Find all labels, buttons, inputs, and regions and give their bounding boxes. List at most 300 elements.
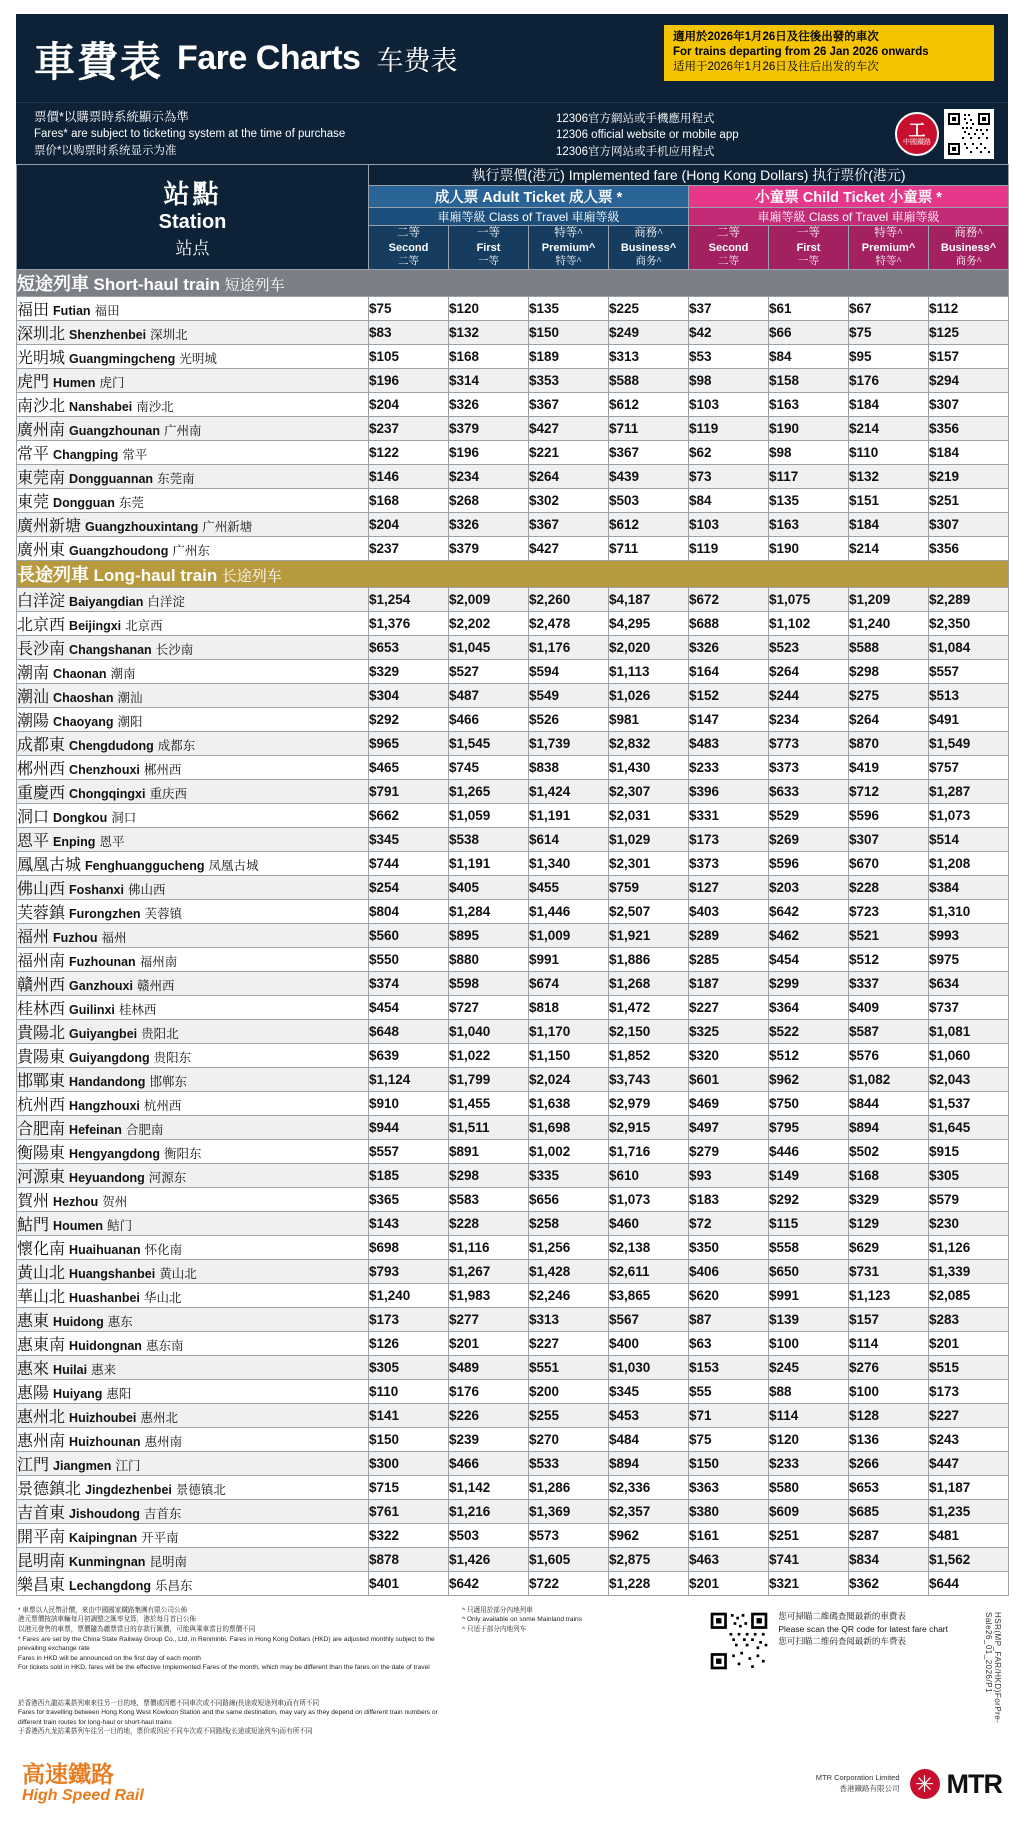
fare-cell: $844	[849, 1091, 929, 1115]
table-row	[17, 1307, 1009, 1331]
station-header-en: Station	[158, 211, 227, 234]
station-name-cell: 廣州南 Guangzhounan 广州南	[17, 416, 369, 440]
table-row	[17, 923, 1009, 947]
fare-cell: $168	[369, 488, 449, 512]
fare-cell: $991	[529, 947, 609, 971]
fare-cell: $1,208	[929, 851, 1009, 875]
page-title-en: Fare Charts	[177, 38, 361, 77]
fare-cell: $63	[689, 1331, 769, 1355]
fares-disclaimer-zh: 票價*以購票時系統顯示為準	[34, 109, 189, 124]
fare-cell: $157	[849, 1307, 929, 1331]
fare-cell: $1,376	[369, 611, 449, 635]
table-row	[17, 1283, 1009, 1307]
fare-cell: $962	[609, 1523, 689, 1547]
fare-cell: $419	[849, 755, 929, 779]
station-name-cell: 常平 Changping 常平	[17, 440, 369, 464]
station-name-cell: 鮕門 Houmen 鲒门	[17, 1211, 369, 1235]
table-row	[17, 947, 1009, 971]
mtr-logo-icon	[910, 1769, 940, 1799]
fare-cell: $588	[849, 635, 929, 659]
fare-cell: $305	[929, 1163, 1009, 1187]
fare-cell: $1,545	[449, 731, 529, 755]
fare-cell: $1,030	[609, 1355, 689, 1379]
fare-cell: $880	[449, 947, 529, 971]
table-row	[17, 368, 1009, 392]
fare-cell: $583	[449, 1187, 529, 1211]
fare-cell: $529	[769, 803, 849, 827]
fare-cell: $1,739	[529, 731, 609, 755]
table-row	[17, 755, 1009, 779]
station-name-cell: 衡陽東 Hengyangdong 衡阳东	[17, 1139, 369, 1163]
fare-cell: $363	[689, 1475, 769, 1499]
fare-cell: $1,852	[609, 1043, 689, 1067]
fare-cell: $722	[529, 1571, 609, 1595]
fare-cell: $483	[689, 731, 769, 755]
fare-cell: $75	[849, 320, 929, 344]
fare-cell: $150	[529, 320, 609, 344]
fare-cell: $2,246	[529, 1283, 609, 1307]
station-name-cell: 景德鎮北 Jingdezhenbei 景德镇北	[17, 1475, 369, 1499]
fare-cell: $975	[929, 947, 1009, 971]
station-name-cell: 恩平 Enping 恩平	[17, 827, 369, 851]
fare-cell: $773	[769, 731, 849, 755]
fare-cell: $1,228	[609, 1571, 689, 1595]
fare-cell: $150	[369, 1427, 449, 1451]
fare-cell: $793	[369, 1259, 449, 1283]
fare-cell: $1,142	[449, 1475, 529, 1499]
fare-cell: $580	[769, 1475, 849, 1499]
fare-cell: $484	[609, 1427, 689, 1451]
fare-cell: $1,216	[449, 1499, 529, 1523]
qr-text-zh: 您可掃瞄二維碼查閱最新的車費表	[778, 1610, 906, 1621]
fare-cell: $1,340	[529, 851, 609, 875]
fare-cell: $189	[529, 344, 609, 368]
fare-cell: $1,537	[929, 1091, 1009, 1115]
fare-cell: $1,150	[529, 1043, 609, 1067]
section-title-sc: 长途列车	[221, 568, 282, 585]
fare-cell: $300	[369, 1451, 449, 1475]
table-row	[17, 1571, 1009, 1595]
qr-code-farechart-icon[interactable]	[708, 1610, 770, 1672]
fare-cell: $2,832	[609, 731, 689, 755]
fare-cell: $573	[529, 1523, 609, 1547]
table-row	[17, 464, 1009, 488]
section-title-en: Long-haul train	[93, 565, 218, 585]
fare-cell: $100	[849, 1379, 929, 1403]
station-name-cell: 廣州東 Guangzhoudong 广州东	[17, 536, 369, 560]
station-name-cell: 佛山西 Foshanxi 佛山西	[17, 875, 369, 899]
fare-cell: $1,284	[449, 899, 529, 923]
fare-cell: $228	[849, 875, 929, 899]
hsr-logo-zh: 高速鐵路	[22, 1761, 114, 1787]
table-row	[17, 851, 1009, 875]
fare-cell: $2,024	[529, 1067, 609, 1091]
fare-cell: $126	[369, 1331, 449, 1355]
fare-cell: $644	[929, 1571, 1009, 1595]
fare-cell: $594	[529, 659, 609, 683]
fare-cell: $87	[689, 1307, 769, 1331]
fare-cell: $374	[369, 971, 449, 995]
adult-class-first: 一等 First 一等	[449, 226, 529, 270]
fare-cell: $750	[769, 1091, 849, 1115]
fare-cell: $757	[929, 755, 1009, 779]
notice-line-sc: 适用于2026年1月26日及往后出发的车次	[673, 61, 879, 74]
high-speed-rail-logo	[22, 1763, 144, 1805]
fare-cell: $196	[369, 368, 449, 392]
fare-cell: $176	[449, 1379, 529, 1403]
footnote-line: 港元票價按該車輛每月初調整之匯率兌算，港於每月首日公佈	[18, 1616, 197, 1624]
fare-table-head	[17, 165, 1009, 270]
fare-cell: $981	[609, 707, 689, 731]
fare-cell: $674	[529, 971, 609, 995]
child-class-business: 商務^ Business^ 商务^	[929, 226, 1009, 270]
fare-cell: $481	[929, 1523, 1009, 1547]
fare-cell: $993	[929, 923, 1009, 947]
mtr-corp-name: MTR Corporation Limited 香港鐵路有限公司	[815, 1773, 900, 1793]
fare-cell: $895	[449, 923, 529, 947]
fare-cell: $305	[369, 1355, 449, 1379]
fare-cell: $164	[689, 659, 769, 683]
fare-cell: $337	[849, 971, 929, 995]
station-name-cell: 芙蓉鎮 Furongzhen 芙蓉镇	[17, 899, 369, 923]
fare-cell: $105	[369, 344, 449, 368]
table-row	[17, 416, 1009, 440]
station-column-header	[17, 165, 369, 270]
fare-cell: $299	[769, 971, 849, 995]
fare-cell: $353	[529, 368, 609, 392]
fare-cell: $163	[769, 512, 849, 536]
station-name-cell: 長沙南 Changshanan 长沙南	[17, 635, 369, 659]
footnote-line: 以港元發售的車票，票價隨為繳票當日的存款行匯價，可能與乘車當日的票價不同	[18, 1625, 256, 1633]
fare-cell: $364	[769, 995, 849, 1019]
table-row	[17, 1355, 1009, 1379]
fare-cell: $596	[769, 851, 849, 875]
station-name-cell: 成都東 Chengdudong 成都东	[17, 731, 369, 755]
fare-cell: $143	[369, 1211, 449, 1235]
child-class-premium: 特等^ Premium^ 特等^	[849, 226, 929, 270]
qr-text-sc: 您可扫瞄二维码查阅最新的车费表	[778, 1636, 906, 1647]
fare-cell: $454	[769, 947, 849, 971]
fare-cell: $1,009	[529, 923, 609, 947]
official-site-info	[556, 111, 739, 160]
page-header	[16, 14, 1008, 102]
fare-cell: $612	[609, 512, 689, 536]
fare-cell: $894	[849, 1115, 929, 1139]
fare-cell: $727	[449, 995, 529, 1019]
table-row	[17, 1163, 1009, 1187]
table-row	[17, 875, 1009, 899]
fare-cell: $298	[449, 1163, 529, 1187]
fare-cell: $1,126	[929, 1235, 1009, 1259]
fare-cell: $157	[929, 344, 1009, 368]
station-name-cell: 貴陽東 Guiyangdong 贵阳东	[17, 1043, 369, 1067]
fare-cell: $745	[449, 755, 529, 779]
fare-cell: $183	[689, 1187, 769, 1211]
table-row	[17, 392, 1009, 416]
fare-cell: $587	[849, 1019, 929, 1043]
fare-cell: $84	[769, 344, 849, 368]
fare-cell: $84	[689, 488, 769, 512]
fare-cell: $1,428	[529, 1259, 609, 1283]
fare-cell: $151	[849, 488, 929, 512]
notice-line-en: For trains departing from 26 Jan 2026 onwards	[673, 46, 929, 59]
fare-cell: $406	[689, 1259, 769, 1283]
fare-cell: $173	[689, 827, 769, 851]
fare-cell: $1,081	[929, 1019, 1009, 1043]
fare-cell: $1,286	[529, 1475, 609, 1499]
fare-cell: $1,430	[609, 755, 689, 779]
fare-cell: $453	[609, 1403, 689, 1427]
fare-cell: $711	[609, 416, 689, 440]
fare-cell: $37	[689, 296, 769, 320]
hsr-logo-en: High Speed Rail	[22, 1787, 144, 1805]
fare-cell: $184	[849, 512, 929, 536]
fare-cell: $115	[769, 1211, 849, 1235]
fare-cell: $187	[689, 971, 769, 995]
fare-cell: $1,029	[609, 827, 689, 851]
page-footer	[0, 1747, 1024, 1821]
fare-table	[16, 164, 1009, 1596]
fare-cell: $1,254	[369, 587, 449, 611]
fares-disclaimer-sc: 票价*以购票时系统显示为准	[34, 144, 177, 157]
fare-cell: $2,507	[609, 899, 689, 923]
fare-cell: $204	[369, 512, 449, 536]
child-ticket-header: 小童票 Child Ticket 小童票 *	[689, 186, 1009, 208]
table-row	[17, 1259, 1009, 1283]
fare-cell: $88	[769, 1379, 849, 1403]
fare-cell: $513	[929, 683, 1009, 707]
fare-cell: $120	[449, 296, 529, 320]
fare-cell: $2,043	[929, 1067, 1009, 1091]
station-name-cell: 福州南 Fuzhounan 福州南	[17, 947, 369, 971]
fare-cell: $307	[849, 827, 929, 851]
fare-cell: $329	[849, 1187, 929, 1211]
fare-cell: $1,187	[929, 1475, 1009, 1499]
station-name-cell: 惠陽 Huiyang 惠阳	[17, 1379, 369, 1403]
station-name-cell: 吉首東 Jishoudong 吉首东	[17, 1499, 369, 1523]
station-name-cell: 惠州南 Huizhounan 惠州南	[17, 1427, 369, 1451]
fare-cell: $292	[369, 707, 449, 731]
fare-cell: $168	[849, 1163, 929, 1187]
fare-cell: $588	[609, 368, 689, 392]
fare-cell: $2,009	[449, 587, 529, 611]
fare-cell: $400	[609, 1331, 689, 1355]
fare-cell: $258	[529, 1211, 609, 1235]
station-name-cell: 賀州 Hezhou 贺州	[17, 1187, 369, 1211]
fare-cell: $345	[609, 1379, 689, 1403]
fare-cell: $466	[449, 707, 529, 731]
fare-cell: $2,260	[529, 587, 609, 611]
fare-cell: $549	[529, 683, 609, 707]
fare-cell: $268	[449, 488, 529, 512]
fare-cell: $173	[369, 1307, 449, 1331]
station-name-cell: 開平南 Kaipingnan 开平南	[17, 1523, 369, 1547]
fare-cell: $184	[929, 440, 1009, 464]
fare-cell: $579	[929, 1187, 1009, 1211]
fare-cell: $185	[369, 1163, 449, 1187]
effective-date-notice	[664, 25, 994, 81]
fare-cell: $1,084	[929, 635, 1009, 659]
station-name-cell: 福田 Futian 福田	[17, 296, 369, 320]
child-class-second: 二等 Second 二等	[689, 226, 769, 270]
fare-cell: $117	[769, 464, 849, 488]
fare-cell: $1,287	[929, 779, 1009, 803]
fare-cell: $4,295	[609, 611, 689, 635]
table-row	[17, 1427, 1009, 1451]
fare-cell: $93	[689, 1163, 769, 1187]
fare-cell: $915	[929, 1139, 1009, 1163]
fare-cell: $834	[849, 1547, 929, 1571]
mtr-wordmark: MTR	[946, 1768, 1002, 1799]
official-site-en: 12306 official website or mobile app	[556, 129, 739, 142]
fare-cell: $233	[689, 755, 769, 779]
fare-cell: $362	[849, 1571, 929, 1595]
table-row	[17, 1043, 1009, 1067]
table-row	[17, 344, 1009, 368]
fare-cell: $576	[849, 1043, 929, 1067]
fare-cell: $314	[449, 368, 529, 392]
fare-cell: $1,645	[929, 1115, 1009, 1139]
fare-cell: $62	[689, 440, 769, 464]
fare-cell: $497	[689, 1115, 769, 1139]
fare-cell: $1,123	[849, 1283, 929, 1307]
section-header	[17, 560, 1009, 587]
fare-cell: $2,350	[929, 611, 1009, 635]
fare-cell: $662	[369, 803, 449, 827]
fare-cell: $2,611	[609, 1259, 689, 1283]
fare-cell: $1,983	[449, 1283, 529, 1307]
fare-cell: $2,301	[609, 851, 689, 875]
fare-cell: $550	[369, 947, 449, 971]
section-title-zh: 短途列車	[17, 273, 89, 294]
fare-cell: $1,310	[929, 899, 1009, 923]
table-row	[17, 1403, 1009, 1427]
fare-cell: $469	[689, 1091, 769, 1115]
fare-cell: $2,915	[609, 1115, 689, 1139]
table-row	[17, 1067, 1009, 1091]
section-title-en: Short-haul train	[93, 274, 221, 294]
fare-cell: $991	[769, 1283, 849, 1307]
fare-cell: $670	[849, 851, 929, 875]
fare-cell: $610	[609, 1163, 689, 1187]
mtr-branding	[816, 1769, 1002, 1800]
station-name-cell: 虎門 Humen 虎门	[17, 368, 369, 392]
fare-cell: $373	[689, 851, 769, 875]
fare-cell: $161	[689, 1523, 769, 1547]
fare-cell: $141	[369, 1403, 449, 1427]
fare-cell: $237	[369, 416, 449, 440]
table-row	[17, 827, 1009, 851]
station-name-cell: 贛州西 Ganzhouxi 赣州西	[17, 971, 369, 995]
fare-cell: $230	[929, 1211, 1009, 1235]
fare-cell: $405	[449, 875, 529, 899]
adult-class-business: 商務^ Business^ 商务^	[609, 226, 689, 270]
table-row	[17, 587, 1009, 611]
fare-cell: $264	[849, 707, 929, 731]
fare-cell: $2,031	[609, 803, 689, 827]
fare-cell: $176	[849, 368, 929, 392]
section-title-sc: 短途列车	[224, 277, 285, 294]
adult-class-premium: 特等^ Premium^ 特等^	[529, 226, 609, 270]
fare-cell: $1,075	[769, 587, 849, 611]
fare-cell: $103	[689, 392, 769, 416]
fare-cell: $685	[849, 1499, 929, 1523]
station-name-cell: 光明城 Guangmingcheng 光明城	[17, 344, 369, 368]
fare-cell: $129	[849, 1211, 929, 1235]
table-row	[17, 296, 1009, 320]
fare-cell: $326	[689, 635, 769, 659]
fare-cell: $173	[929, 1379, 1009, 1403]
fare-cell: $1,698	[529, 1115, 609, 1139]
fare-cell: $503	[609, 488, 689, 512]
fare-cell: $120	[769, 1427, 849, 1451]
fare-cell: $1,638	[529, 1091, 609, 1115]
fare-cell: $110	[369, 1379, 449, 1403]
footnote-line: 于香港西九龙站乘搭列车往另一目的地，票价或因应不同车次或不同路线(长途或短途列车)而有所不同	[18, 1728, 313, 1736]
table-row	[17, 1019, 1009, 1043]
station-name-cell: 惠州北 Huizhoubei 惠州北	[17, 1403, 369, 1427]
fare-cell: $460	[609, 1211, 689, 1235]
qr-text-en: Please scan the QR code for latest fare chart	[778, 1623, 948, 1634]
fare-cell: $818	[529, 995, 609, 1019]
qr-code-12306-icon[interactable]	[944, 109, 994, 159]
fare-cell: $95	[849, 344, 929, 368]
fare-cell: $83	[369, 320, 449, 344]
station-name-cell: 廣州新塘 Guangzhouxintang 广州新塘	[17, 512, 369, 536]
station-name-cell: 潮南 Chaonan 潮南	[17, 659, 369, 683]
station-name-cell: 鳳凰古城 Fenghuanggucheng 凤凰古城	[17, 851, 369, 875]
fare-cell: $201	[689, 1571, 769, 1595]
fare-cell: $200	[529, 1379, 609, 1403]
fare-cell: $128	[849, 1403, 929, 1427]
fare-cell: $245	[769, 1355, 849, 1379]
fare-cell: $325	[689, 1019, 769, 1043]
fare-cell: $804	[369, 899, 449, 923]
fare-cell: $55	[689, 1379, 769, 1403]
fare-cell: $302	[529, 488, 609, 512]
fare-cell: $1,191	[529, 803, 609, 827]
fare-cell: $1,446	[529, 899, 609, 923]
station-name-cell: 白洋淀 Baiyangdian 白洋淀	[17, 587, 369, 611]
fare-cell: $190	[769, 416, 849, 440]
table-row	[17, 1115, 1009, 1139]
fare-cell: $279	[689, 1139, 769, 1163]
fare-cell: $1,562	[929, 1547, 1009, 1571]
fare-cell: $3,743	[609, 1067, 689, 1091]
fare-cell: $944	[369, 1115, 449, 1139]
fare-cell: $287	[849, 1523, 929, 1547]
fare-cell: $190	[769, 536, 849, 560]
table-row	[17, 971, 1009, 995]
fare-cell: $1,059	[449, 803, 529, 827]
fare-cell: $551	[529, 1355, 609, 1379]
fare-cell: $365	[369, 1187, 449, 1211]
station-name-cell: 惠東 Huidong 惠东	[17, 1307, 369, 1331]
fare-cell: $350	[689, 1235, 769, 1259]
fare-cell: $2,478	[529, 611, 609, 635]
fare-cell: $313	[529, 1307, 609, 1331]
station-name-cell: 洞口 Dongkou 洞口	[17, 803, 369, 827]
fare-cell: $125	[929, 320, 1009, 344]
station-header-zh: 站點	[163, 180, 222, 210]
fare-cell: $512	[849, 947, 929, 971]
footnote-line: 於香港西九龍站乘搭列車來往另一目的地，票價或因應不同車次或不同路線(長途或短途列車)而有所不同	[18, 1699, 320, 1707]
table-row	[17, 1187, 1009, 1211]
station-name-cell: 惠來 Huilai 惠来	[17, 1355, 369, 1379]
fare-cell: $251	[929, 488, 1009, 512]
fare-cell: $2,307	[609, 779, 689, 803]
fare-cell: $234	[449, 464, 529, 488]
